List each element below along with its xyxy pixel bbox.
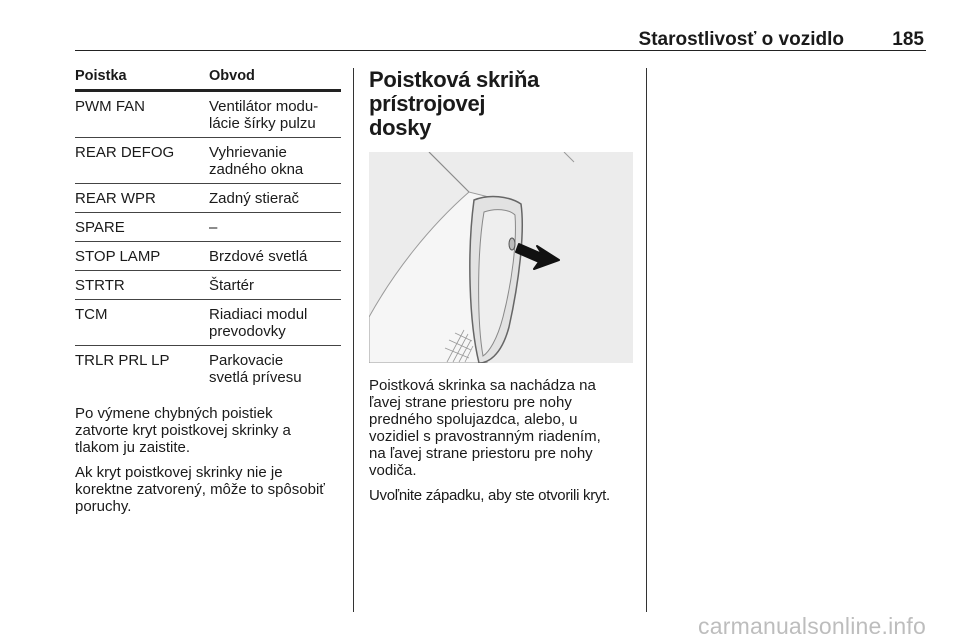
circuit-line: Brzdové svetlá	[209, 248, 308, 265]
fuse-name: TRLR PRL LP	[75, 352, 170, 369]
text-line: ľavej strane priestoru pre nohy	[369, 394, 572, 411]
page-header	[75, 30, 926, 51]
text-line: vozidiel s pravostranným riadením,	[369, 428, 601, 445]
text-line: tlakom ju zaistite.	[75, 439, 191, 456]
fuse-name: REAR DEFOG	[75, 138, 209, 184]
table-row	[75, 300, 341, 346]
circuit-line: svetlá prívesu	[209, 369, 302, 386]
fuse-name: STOP LAMP	[75, 242, 209, 271]
fuse-name: REAR WPR	[75, 184, 209, 213]
fuse-box-drawing	[369, 152, 633, 363]
table-row	[75, 138, 341, 184]
circuit-line: prevodovky	[209, 323, 286, 340]
right-column	[369, 68, 635, 504]
circuit-cell	[209, 300, 341, 346]
table-row	[75, 213, 341, 242]
paragraph-open-cover	[369, 487, 635, 504]
table-row	[75, 91, 341, 138]
table-row	[75, 184, 341, 213]
left-column	[75, 68, 341, 515]
text-line: zatvorte kryt poistkovej skrinky a	[75, 422, 291, 439]
table-row	[75, 271, 341, 300]
table-row	[75, 346, 341, 392]
fuse-name: TCM	[75, 300, 209, 346]
text-line: na ľavej strane priestoru pre nohy	[369, 445, 593, 462]
column-divider	[646, 68, 647, 612]
section-title	[369, 68, 635, 140]
circuit-cell	[209, 213, 341, 242]
column-header-circuit: Obvod	[209, 68, 341, 91]
circuit-cell	[209, 242, 341, 271]
circuit-line: Parkovacie	[209, 352, 284, 369]
fuse-name: SPARE	[75, 213, 209, 242]
page-number: 185	[892, 29, 924, 50]
fuse-box-illustration	[369, 152, 633, 363]
cover-latch	[509, 238, 515, 250]
circuit-cell	[209, 138, 341, 184]
paragraph-replace-fuses	[75, 405, 341, 456]
circuit-cell	[209, 184, 341, 213]
circuit-line: –	[209, 219, 218, 236]
table-row	[75, 242, 341, 271]
text-line: Uvoľnite západku, aby ste otvorili kryt.	[369, 487, 610, 504]
text-line: vodiča.	[369, 462, 417, 479]
title-line: dosky	[369, 115, 432, 140]
column-header-fuse: Poistka	[75, 68, 209, 91]
circuit-line: Vyhrievanie	[209, 144, 287, 161]
circuit-line: Riadiaci modul	[209, 306, 308, 323]
text-line: Ak kryt poistkovej skrinky nie je	[75, 464, 283, 481]
title-line: Poistková skriňa prístrojovej	[369, 67, 540, 116]
fuse-name: STRTR	[75, 271, 209, 300]
circuit-line: Zadný stierač	[209, 190, 300, 207]
text-line: Po výmene chybných poistiek	[75, 405, 273, 422]
circuit-line: Štartér	[209, 277, 255, 294]
text-line: korektne zatvorený, môže to spôsobiť	[75, 481, 325, 498]
fuse-table-header	[75, 68, 341, 91]
circuit-line: Ventilátor modu-	[209, 98, 319, 115]
circuit-line: zadného okna	[209, 161, 304, 178]
text-line: Poistková skrinka sa nachádza na	[369, 377, 596, 394]
text-line: poruchy.	[75, 498, 132, 515]
fuse-name: PWM FAN	[75, 91, 209, 138]
fuse-table	[75, 68, 341, 391]
paragraph-fuse-box-location	[369, 377, 635, 479]
circuit-cell	[209, 346, 341, 392]
circuit-cell	[209, 271, 341, 300]
circuit-line: lácie šírky pulzu	[209, 115, 316, 132]
paragraph-cover-warning	[75, 464, 341, 515]
header-title: Starostlivosť o vozidlo	[638, 29, 844, 50]
text-line: predného spolujazdca, alebo, u	[369, 411, 578, 428]
column-divider	[353, 68, 354, 612]
watermark-text: carmanualsonline.info	[698, 613, 926, 639]
circuit-cell	[209, 91, 341, 138]
